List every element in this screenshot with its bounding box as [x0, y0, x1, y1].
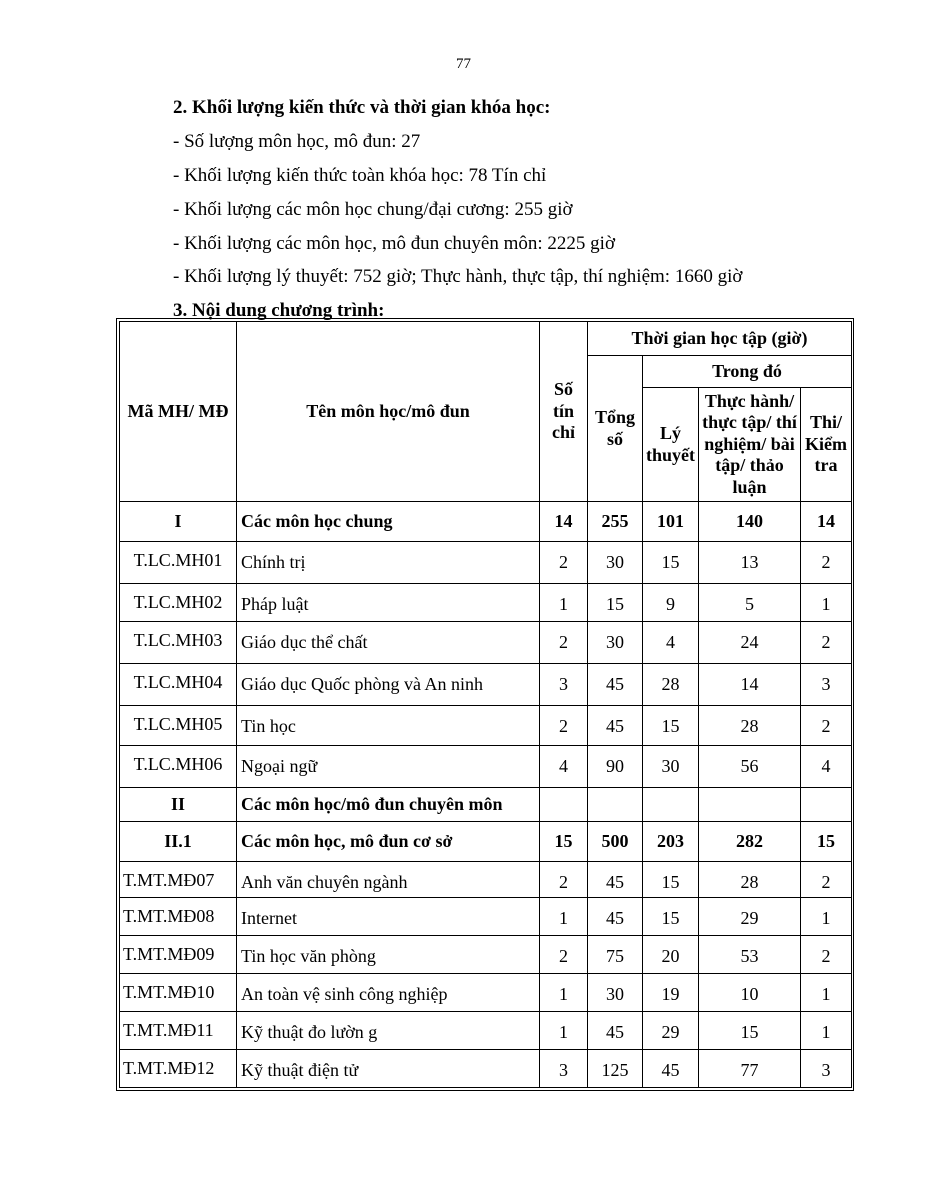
cell-theory: 45 — [643, 1050, 699, 1088]
cell-name: An toàn vệ sinh công nghiệp — [237, 974, 540, 1012]
cell-total: 30 — [588, 974, 643, 1012]
cell-practice — [699, 788, 801, 822]
cell-practice: 14 — [699, 664, 801, 706]
cell-name: Pháp luật — [237, 584, 540, 622]
cell-total: 125 — [588, 1050, 643, 1088]
cell-name: Các môn học chung — [237, 502, 540, 542]
header-of-which: Trong đó — [643, 356, 852, 388]
curriculum-table — [119, 321, 852, 1088]
cell-credits: 14 — [540, 502, 588, 542]
cell-theory: 29 — [643, 1012, 699, 1050]
cell-code: T.LC.MH02 — [120, 584, 237, 622]
table-row — [120, 822, 852, 862]
cell-theory: 15 — [643, 898, 699, 936]
cell-theory: 4 — [643, 622, 699, 664]
table-row — [120, 974, 852, 1012]
cell-name: Các môn học/mô đun chuyên môn — [237, 788, 540, 822]
cell-practice: 15 — [699, 1012, 801, 1050]
cell-total: 255 — [588, 502, 643, 542]
cell-exam: 2 — [801, 622, 852, 664]
cell-practice: 28 — [699, 862, 801, 898]
cell-code: T.LC.MH01 — [120, 542, 237, 584]
cell-practice: 10 — [699, 974, 801, 1012]
cell-code: T.LC.MH06 — [120, 746, 237, 788]
bullet-total-credits: - Khối lượng kiến thức toàn khóa học: 78 Tín chỉ — [173, 165, 547, 186]
cell-theory: 15 — [643, 862, 699, 898]
cell-theory: 28 — [643, 664, 699, 706]
cell-credits: 2 — [540, 862, 588, 898]
cell-theory: 20 — [643, 936, 699, 974]
cell-total — [588, 788, 643, 822]
cell-total: 75 — [588, 936, 643, 974]
cell-exam: 2 — [801, 936, 852, 974]
cell-exam: 3 — [801, 1050, 852, 1088]
cell-code: II.1 — [120, 822, 237, 862]
cell-code: T.LC.MH04 — [120, 664, 237, 706]
table-row — [120, 746, 852, 788]
cell-credits: 1 — [540, 974, 588, 1012]
cell-credits: 3 — [540, 664, 588, 706]
cell-name: Anh văn chuyên ngành — [237, 862, 540, 898]
cell-theory: 15 — [643, 542, 699, 584]
cell-theory: 9 — [643, 584, 699, 622]
cell-name: Giáo dục thể chất — [237, 622, 540, 664]
cell-theory: 101 — [643, 502, 699, 542]
header-code: Mã MH/ MĐ — [120, 322, 237, 502]
cell-name: Tin học — [237, 706, 540, 746]
cell-total: 500 — [588, 822, 643, 862]
header-practice: Thực hành/ thực tập/ thí nghiệm/ bài tập/ thảo luận — [699, 388, 801, 502]
header-exam: Thi/ Kiểm tra — [801, 388, 852, 502]
cell-total: 45 — [588, 898, 643, 936]
cell-theory — [643, 788, 699, 822]
cell-name: Internet — [237, 898, 540, 936]
cell-exam: 1 — [801, 898, 852, 936]
cell-code: T.MT.MĐ10 — [120, 974, 237, 1012]
cell-practice: 28 — [699, 706, 801, 746]
cell-credits — [540, 788, 588, 822]
header-name: Tên môn học/mô đun — [237, 322, 540, 502]
cell-credits: 2 — [540, 936, 588, 974]
cell-exam: 2 — [801, 542, 852, 584]
cell-credits: 2 — [540, 542, 588, 584]
cell-credits: 1 — [540, 1012, 588, 1050]
table-row — [120, 542, 852, 584]
cell-exam — [801, 788, 852, 822]
cell-code: T.LC.MH03 — [120, 622, 237, 664]
cell-code: T.MT.MĐ08 — [120, 898, 237, 936]
cell-total: 45 — [588, 1012, 643, 1050]
cell-theory: 19 — [643, 974, 699, 1012]
cell-code: II — [120, 788, 237, 822]
cell-exam: 2 — [801, 706, 852, 746]
section-3-heading: 3. Nội dung chương trình: — [173, 300, 385, 321]
table-row — [120, 862, 852, 898]
cell-practice: 29 — [699, 898, 801, 936]
curriculum-table-frame — [116, 318, 854, 1091]
header-theory: Lý thuyết — [643, 388, 699, 502]
cell-credits: 1 — [540, 898, 588, 936]
cell-exam: 4 — [801, 746, 852, 788]
cell-practice: 24 — [699, 622, 801, 664]
cell-code: T.MT.MĐ11 — [120, 1012, 237, 1050]
cell-exam: 1 — [801, 974, 852, 1012]
cell-credits: 4 — [540, 746, 588, 788]
bullet-specialized-hours: - Khối lượng các môn học, mô đun chuyên môn: 2225 giờ — [173, 233, 615, 254]
cell-total: 15 — [588, 584, 643, 622]
cell-theory: 203 — [643, 822, 699, 862]
table-row — [120, 1050, 852, 1088]
cell-name: Giáo dục Quốc phòng và An ninh — [237, 664, 540, 706]
cell-exam: 14 — [801, 502, 852, 542]
cell-total: 45 — [588, 664, 643, 706]
cell-exam: 15 — [801, 822, 852, 862]
table-row — [120, 898, 852, 936]
section-2-heading: 2. Khối lượng kiến thức và thời gian khóa học: — [173, 97, 551, 118]
bullet-general-hours: - Khối lượng các môn học chung/đại cương: 255 giờ — [173, 199, 573, 220]
cell-practice: 13 — [699, 542, 801, 584]
cell-name: Ngoại ngữ — [237, 746, 540, 788]
cell-total: 45 — [588, 706, 643, 746]
cell-theory: 30 — [643, 746, 699, 788]
cell-name: Các môn học, mô đun cơ sở — [237, 822, 540, 862]
cell-theory: 15 — [643, 706, 699, 746]
cell-exam: 1 — [801, 1012, 852, 1050]
cell-exam: 2 — [801, 862, 852, 898]
curriculum-table-body — [120, 502, 852, 1088]
cell-exam: 1 — [801, 584, 852, 622]
cell-name: Kỹ thuật đo lườn g — [237, 1012, 540, 1050]
table-row — [120, 502, 852, 542]
cell-practice: 77 — [699, 1050, 801, 1088]
table-row — [120, 584, 852, 622]
cell-code: T.LC.MH05 — [120, 706, 237, 746]
cell-exam: 3 — [801, 664, 852, 706]
table-row — [120, 788, 852, 822]
table-row — [120, 622, 852, 664]
cell-credits: 2 — [540, 706, 588, 746]
cell-credits: 3 — [540, 1050, 588, 1088]
cell-code: T.MT.MĐ12 — [120, 1050, 237, 1088]
cell-code: I — [120, 502, 237, 542]
cell-code: T.MT.MĐ07 — [120, 862, 237, 898]
cell-practice: 53 — [699, 936, 801, 974]
table-row — [120, 936, 852, 974]
cell-total: 45 — [588, 862, 643, 898]
header-time-group: Thời gian học tập (giờ) — [588, 322, 852, 356]
table-row — [120, 1012, 852, 1050]
page-number: 77 — [456, 56, 471, 72]
cell-credits: 1 — [540, 584, 588, 622]
cell-credits: 2 — [540, 622, 588, 664]
cell-credits: 15 — [540, 822, 588, 862]
cell-total: 30 — [588, 542, 643, 584]
table-row — [120, 664, 852, 706]
cell-total: 30 — [588, 622, 643, 664]
table-row — [120, 706, 852, 746]
cell-practice: 282 — [699, 822, 801, 862]
cell-total: 90 — [588, 746, 643, 788]
cell-practice: 140 — [699, 502, 801, 542]
cell-code: T.MT.MĐ09 — [120, 936, 237, 974]
cell-practice: 56 — [699, 746, 801, 788]
cell-name: Tin học văn phòng — [237, 936, 540, 974]
cell-practice: 5 — [699, 584, 801, 622]
bullet-subject-count: - Số lượng môn học, mô đun: 27 — [173, 131, 421, 152]
header-total: Tổng số — [588, 356, 643, 502]
cell-name: Kỹ thuật điện tử — [237, 1050, 540, 1088]
bullet-theory-practice-hours: - Khối lượng lý thuyết: 752 giờ; Thực hành, thực tập, thí nghiệm: 1660 giờ — [173, 266, 743, 287]
cell-name: Chính trị — [237, 542, 540, 584]
header-credits: Số tín chỉ — [540, 322, 588, 502]
